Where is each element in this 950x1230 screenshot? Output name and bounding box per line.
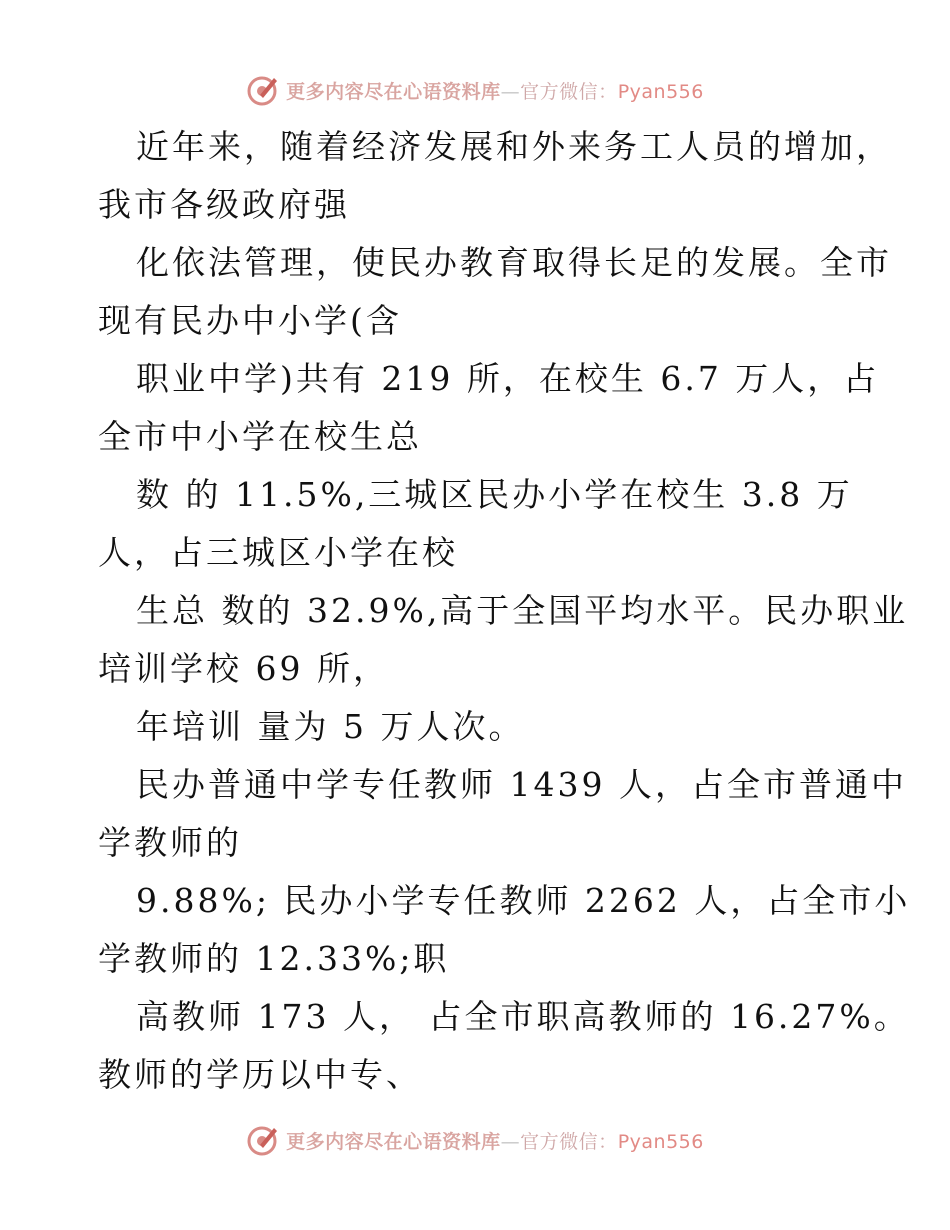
text-line: 教师的学历以中专、 <box>98 1055 422 1094</box>
text-line: 民办普通中学专任教师 1439 人，占全市普通中 <box>136 765 907 804</box>
text-line: 人，占三城区小学在校 <box>98 533 458 572</box>
watermark-main: 更多内容尽在心语资料库 <box>286 80 501 103</box>
watermark-wechat-label: 官方微信： <box>520 80 618 103</box>
watermark-text <box>286 77 704 104</box>
text-line: 年培训 量为 5 万人次。 <box>136 707 525 746</box>
watermark-separator: — <box>500 1130 521 1153</box>
watermark-wechat-label: 官方微信： <box>520 1130 618 1153</box>
text-line: 学教师的 <box>98 823 242 862</box>
text-line: 化依法管理，使民办教育取得长足的发展。全市 <box>136 243 892 282</box>
watermark-separator: — <box>500 80 521 103</box>
text-line: 职业中学)共有 219 所，在校生 6.7 万人，占 <box>136 359 880 398</box>
header-watermark <box>0 70 950 110</box>
text-line: 全市中小学在校生总 <box>98 417 422 456</box>
text-line: 生总 数的 32.9%,高于全国平均水平。民办职业 <box>136 591 909 630</box>
footer-watermark <box>0 1120 950 1160</box>
pen-logo-icon <box>246 1123 280 1157</box>
text-line: 我市各级政府强 <box>98 185 350 224</box>
text-line: 近年来，随着经济发展和外来务工人员的增加， <box>136 127 892 166</box>
text-line: 高教师 173 人， 占全市职高教师的 16.27%。 <box>136 997 910 1036</box>
document-body <box>98 118 911 1104</box>
text-line: 学教师的 12.33%;职 <box>98 939 450 978</box>
watermark-wechat-id: Pyan556 <box>617 1130 704 1153</box>
watermark-text <box>286 1127 704 1154</box>
text-line: 数 的 11.5%,三城区民办小学在校生 3.8 万 <box>136 475 853 514</box>
text-line: 9.88%; 民办小学专任教师 2262 人，占全市小 <box>136 881 911 920</box>
text-line: 培训学校 69 所， <box>98 649 389 688</box>
watermark-wechat-id: Pyan556 <box>617 80 704 103</box>
watermark-main: 更多内容尽在心语资料库 <box>286 1130 501 1153</box>
pen-logo-icon <box>246 73 280 107</box>
text-line: 现有民办中小学(含 <box>98 301 402 340</box>
